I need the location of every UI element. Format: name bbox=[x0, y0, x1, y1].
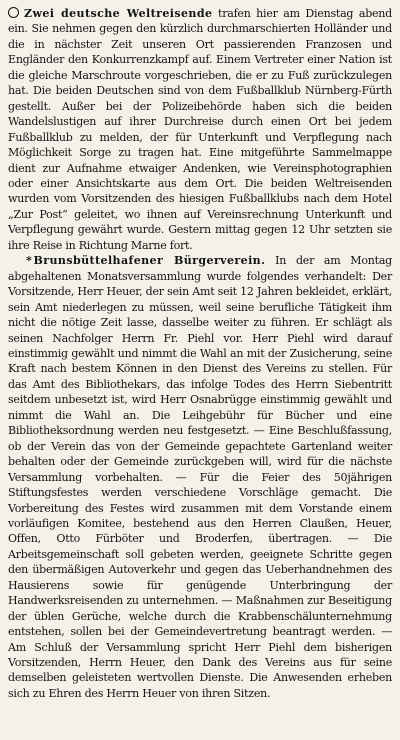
article-weltreisende bbox=[8, 6, 392, 253]
article-body: In der am Montag abgehaltenen Monatsversammlung wurde folgendes verhandelt: Der Vorsitzende, Herr Heuer, der sein Amt seit 12 Jahren bekleidet, erklärt, sein Amt niederlegen zu müssen, weil seine berufliche Tätigkeit ihm nicht die nötige Zeit lasse, dasselbe weiter zu führen. Er schlägt als seinen Nachfolger Herrn Fr. Piehl vor. Herr Piehl wird darauf einstimmig gewählt und nimmt die Wahl an mit der Zusicherung, seine Kraft nach bestem Können in den Dienst des Vereins zu stellen. Für das Amt des Bibliothekars, das infolge Todes des Herrn Siebentritt seitdem unbesetzt ist, wird Herr Osnabrügge einstimmig gewählt und nimmt die Wahl an. Die Leihgebühr für Bücher und eine Bibliotheksordnung werden neu festgesetzt. — Eine Beschlußfassung, ob der Verein das von der Gemeinde gepachtete Gartenland weiter behalten oder der Gemeinde zurückgeben will, wird für die nächste Versammlung vorbehalten. — Für die Feier des 50jährigen Stiftungsfestes werden verschiedene Vorschläge gemacht. Die Vorbereitung des Festes wird zusammen mit dem Vorstande einem vorläufigen Komitee, bestehend aus den Herren Claußen, Heuer, Offen, Otto Fürböter und Broderfen, übertragen. — Die Arbeitsgemeinschaft soll gebeten werden, geeignete Schritte gegen den übermäßigen Autoverkehr und gegen das Ueberhandnehmen des Hausierens sowie für genügende Unterbringung der Handwerksreisenden zu unternehmen. — Maßnahmen zur Beseitigung der üblen Gerüche, welche durch die Krabbenschälunternehmung entstehen, sollen bei der Gemeindevertretung beantragt werden. — Am Schluß der Versammlung spricht Herr Piehl dem bisherigen Vorsitzenden, Herrn Heuer, den Dank des Vereins aus für seine demselben geleisteten wertvollen Dienste. Die Anwesenden erheben sich zu Ehren des Herrn Heuer von ihren Sitzen. bbox=[8, 254, 392, 700]
article-buergerverein bbox=[8, 253, 392, 701]
article-headline: Zwei deutsche Weltreisende bbox=[24, 7, 213, 20]
article-paragraph bbox=[8, 253, 392, 701]
article-paragraph bbox=[8, 6, 392, 253]
circle-bullet-icon bbox=[8, 7, 19, 18]
article-headline: Brunsbüttelhafener Bürgerverein. bbox=[33, 254, 266, 268]
asterisk-bullet: * bbox=[26, 254, 32, 268]
article-body: trafen hier am Dienstag abend ein. Sie nehmen gegen den kürzlich durchmarschierten Holländer und die in nächster Zeit unseren Ort passierenden Franzosen und Engländer den Konkurrenzkampf auf. Einem Vertreter einer Nation ist die gleiche Marschroute vorgeschrieben, die er zu Fuß zurückzulegen hat. Die beiden Deutschen sind von dem Fußballklub Nürnberg-Fürth gestellt. Außer bei der Polizeibehörde haben sich die beiden Wandelslustigen auf ihrer Durchreise durch einen Ort bei jedem Fußballklub zu melden, der für Unterkunft und Verpflegung nach Möglichkeit Sorge zu tragen hat. Eine mitgeführte Sammelmappe dient zur Aufnahme etwaiger Andenken, wie Vereinsphotographien oder einer Ansichtskarte aus dem Ort. Die beiden Weltreisenden wurden vom Vorsitzenden des hiesigen Fußballklubs nach dem Hotel „Zur Post“ geleitet, wo ihnen auf Vereinsrechnung Unterkunft und Verpflegung gewährt wurde. Gestern mittag gegen 12 Uhr setzten sie ihre Reise in Richtung Marne fort. bbox=[8, 7, 392, 252]
